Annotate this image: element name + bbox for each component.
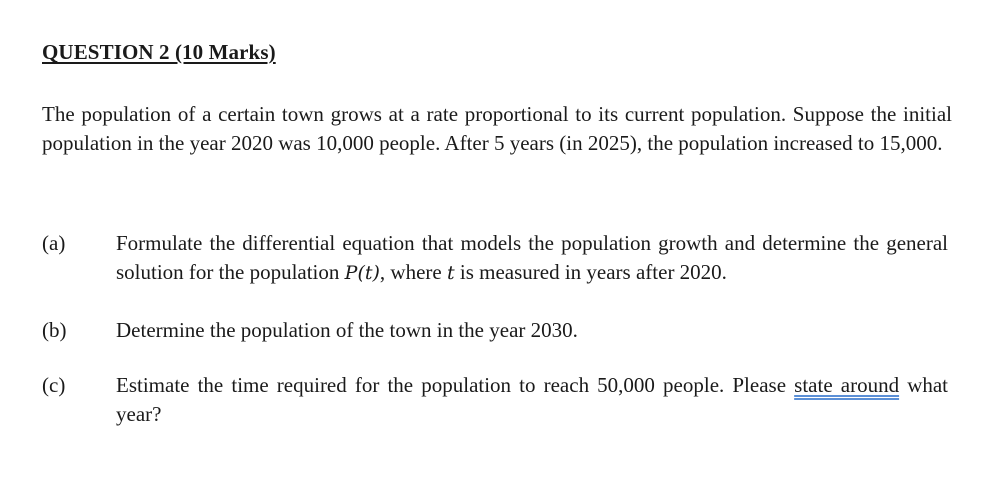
part-b-label: (b) — [42, 318, 67, 342]
part-a-text-1: Formulate the differential equation that models the population growth and determine the general solution for the population — [116, 231, 948, 284]
part-c-text-2: what year? — [116, 373, 949, 426]
question-intro: The population of a certain town grows at a rate proportional to its current population. Suppose the initial population in the year 2020 was 10,000 people. After 5 years (in 2025), the population increased to 15,000. — [42, 102, 952, 155]
part-c-text-1: Estimate the time required for the population to reach 50,000 people. Please — [116, 373, 795, 397]
part-c-underlined-phrase: state around — [794, 373, 900, 397]
part-a-text — [116, 229, 948, 288]
part-a-label: (a) — [42, 231, 66, 255]
part-a-math-t: t — [446, 262, 455, 284]
part-a-text-2: , where — [379, 260, 447, 284]
part-b-text: Determine the population of the town in the year 2030. — [116, 318, 578, 342]
part-c-text — [116, 371, 948, 429]
part-c-label: (c) — [42, 373, 66, 397]
part-a-text-3: is measured in years after 2020. — [454, 260, 727, 284]
question-heading: QUESTION 2 (10 Marks) — [42, 40, 276, 64]
part-a-math-p-of-t: P(t) — [344, 262, 380, 284]
